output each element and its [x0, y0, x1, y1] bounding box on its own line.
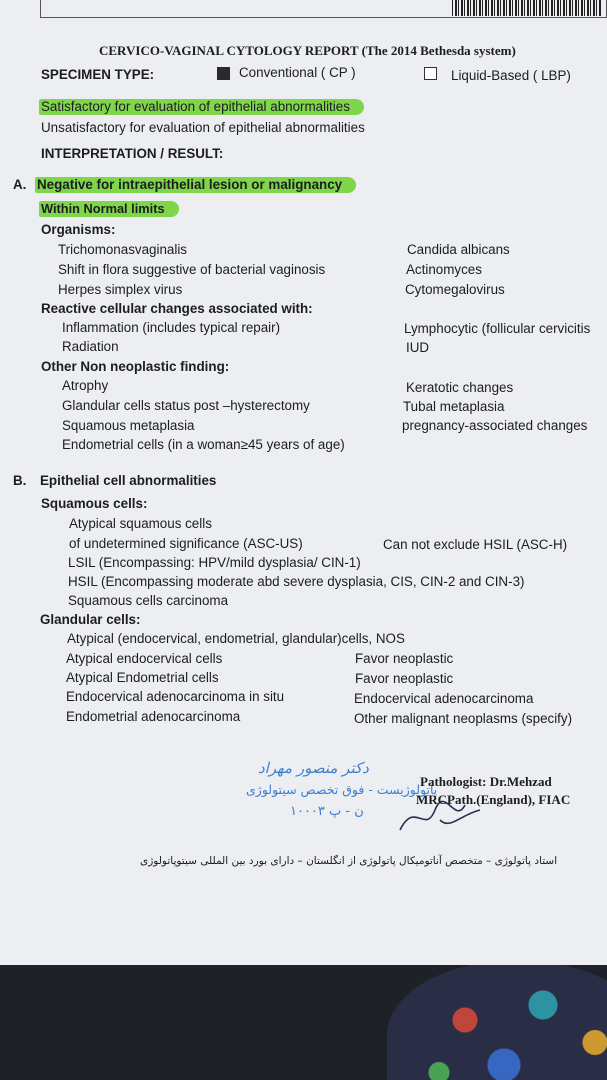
conventional-label: Conventional ( CP ) [239, 65, 356, 80]
conventional-checkbox[interactable] [217, 67, 230, 80]
glandular-item: Endocervical adenocarcinoma in situ [66, 689, 285, 704]
organisms-heading: Organisms: [41, 222, 116, 237]
glandular-item: Endometrial adenocarcinoma [66, 709, 241, 724]
other-finding-item: Squamous metaplasia [62, 418, 195, 433]
other-finding-item: Glandular cells status post –hysterectomy [62, 398, 310, 413]
section-a-title: Negative for intraepithelial lesion or malignancy [35, 177, 356, 193]
fabric-pattern [387, 965, 607, 1080]
report-title: CERVICO-VAGINAL CYTOLOGY REPORT (The 2014 Bethesda system) [99, 43, 516, 58]
reactive-item: Inflammation (includes typical repair) [62, 320, 281, 335]
glandular-item: Other malignant neoplasms (specify) [354, 711, 573, 726]
background-surface [0, 965, 607, 1080]
lsil: LSIL (Encompassing: HPV/mild dysplasia/ CIN-1) [68, 555, 361, 570]
satisfactory-option: Satisfactory for evaluation of epithelial abnormalities [39, 99, 364, 115]
hsil: HSIL (Encompassing moderate abd severe dysplasia, CIS, CIN-2 and CIN-3) [68, 574, 525, 589]
liquid-based-label: Liquid-Based ( LBP) [451, 68, 571, 83]
specimen-type-label: SPECIMEN TYPE: [41, 67, 155, 82]
squamous-heading: Squamous cells: [41, 496, 148, 511]
interpretation-heading: INTERPRETATION / RESULT: [41, 146, 224, 161]
other-finding-item: pregnancy-associated changes [402, 418, 588, 433]
glandular-item: Atypical Endometrial cells [66, 670, 219, 685]
pathologist-credentials: MRCPath.(England), FIAC [416, 792, 571, 807]
other-finding-item: Endometrial cells (in a woman≥45 years of age) [62, 437, 345, 452]
asc-line-1: Atypical squamous cells [69, 516, 212, 531]
organism-item: Candida albicans [407, 242, 510, 257]
asc-h: Can not exclude HSIL (ASC-H) [383, 537, 568, 552]
organism-item: Cytomegalovirus [405, 282, 505, 297]
glandular-item: Favor neoplastic [355, 651, 454, 666]
reactive-heading: Reactive cellular changes associated with: [41, 301, 313, 316]
glandular-item: Atypical endocervical cells [66, 651, 223, 666]
other-findings-heading: Other Non neoplastic finding: [41, 359, 230, 374]
section-b-letter: B. [13, 473, 27, 488]
organism-item: Herpes simplex virus [58, 282, 183, 297]
footer-persian: استاد پاتولوژی – متخصص آناتومیکال پاتولوژی از انگلستان – دارای بورد بین المللی سیتوپاتولوژی [140, 855, 558, 867]
reactive-item: Lymphocytic (follicular cervicitis [404, 321, 591, 336]
glandular-item: Atypical (endocervical, endometrial, glandular)cells, NOS [67, 631, 405, 646]
pathologist-name: Pathologist: Dr.Mehzad [420, 774, 552, 789]
barcode [452, 0, 602, 16]
organism-item: Trichomonasvaginalis [58, 242, 188, 257]
stamp-name: دکتر منصور مهراد [258, 759, 369, 777]
squamous-carcinoma: Squamous cells carcinoma [68, 593, 229, 608]
glandular-item: Endocervical adenocarcinoma [354, 691, 534, 706]
other-finding-item: Keratotic changes [406, 380, 514, 395]
other-finding-item: Atrophy [62, 378, 109, 393]
reactive-item: Radiation [62, 339, 119, 354]
organism-item: Shift in flora suggestive of bacterial vaginosis [58, 262, 326, 277]
stamp-number: ن - پ ۱۰۰۰۳ [290, 804, 364, 819]
glandular-item: Favor neoplastic [355, 671, 454, 686]
liquid-based-checkbox[interactable] [424, 67, 437, 80]
asc-us: of undetermined significance (ASC-US) [69, 536, 303, 551]
organism-item: Actinomyces [406, 262, 482, 277]
stamp-title: پاتولوژیست - فوق تخصص سیتولوژی [246, 782, 438, 797]
section-a-letter: A. [13, 177, 27, 192]
unsatisfactory-option: Unsatisfactory for evaluation of epithelial abnormalities [41, 120, 365, 135]
glandular-heading: Glandular cells: [40, 612, 141, 627]
other-finding-item: Tubal metaplasia [403, 399, 505, 414]
within-normal-limits: Within Normal limits [39, 201, 179, 217]
reactive-item: IUD [406, 340, 430, 355]
section-b-title: Epithelial cell abnormalities [40, 473, 217, 488]
